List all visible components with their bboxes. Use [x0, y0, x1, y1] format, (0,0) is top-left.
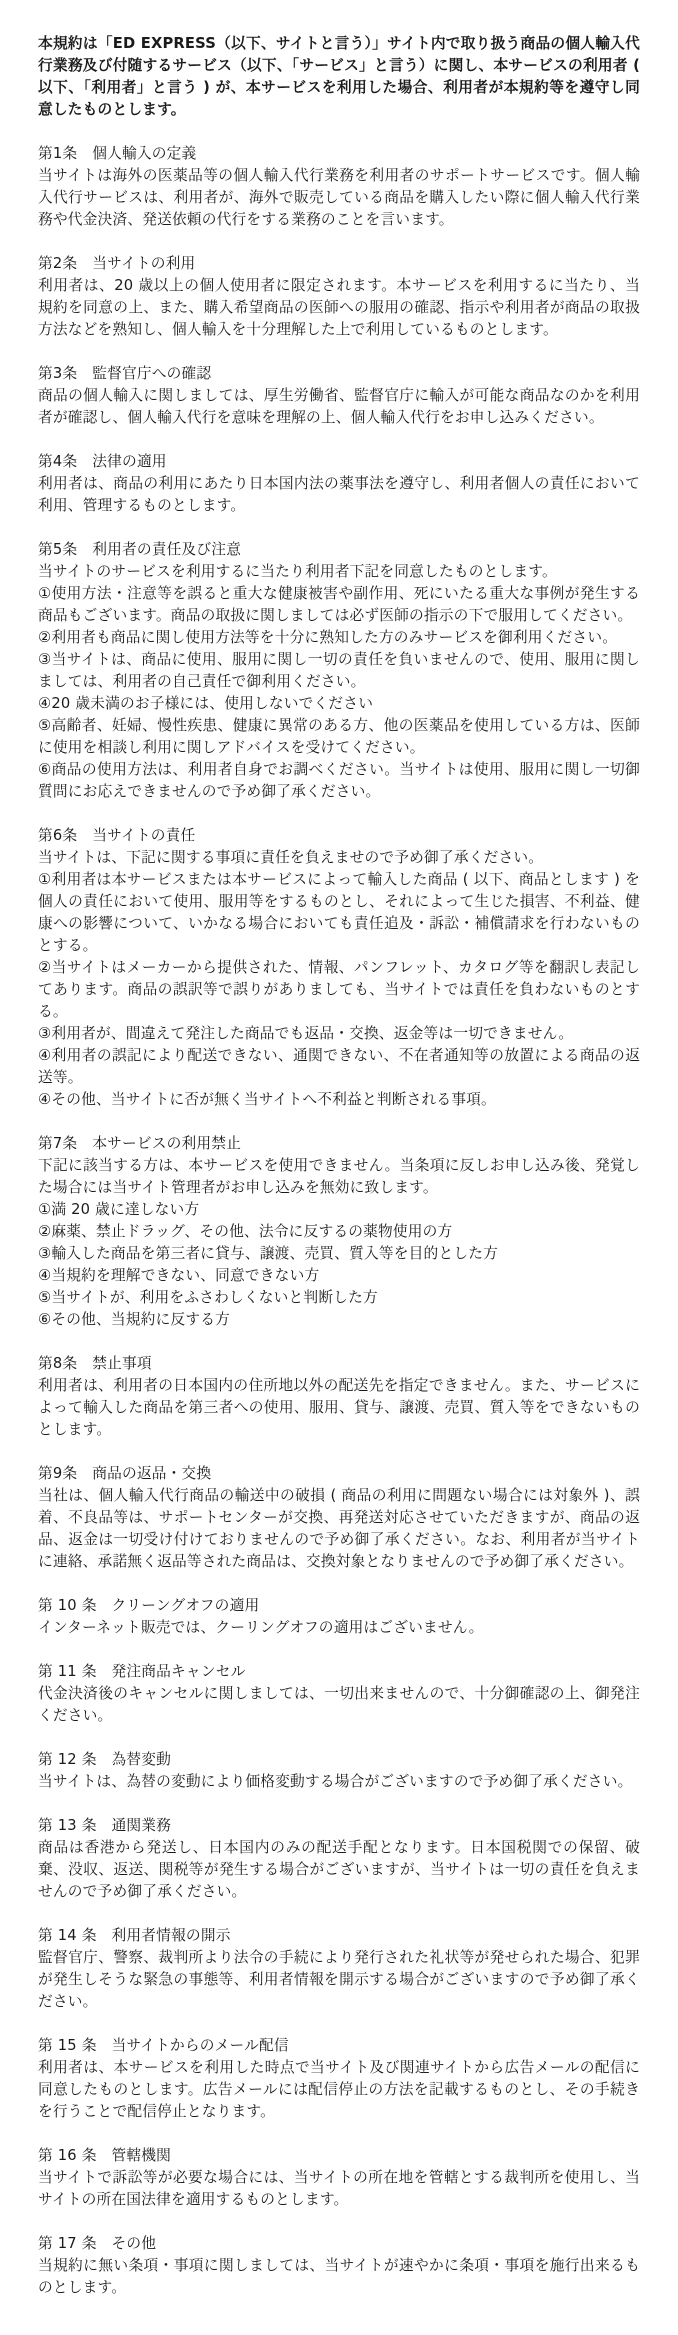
- article-heading: 第 15 条 当サイトからのメール配信: [38, 2037, 289, 2054]
- article-paragraph: 利用者は、20 歳以上の個人使用者に限定されます。本サービスを利用するに当たり、当規約を同意の上、また、購入希望商品の医師への服用の確認、指示や利用者が商品の取扱方法などを熟知し、個人輸入を十分理解した上で利用しているものとします。: [38, 277, 640, 338]
- article-section: [38, 1925, 640, 2013]
- article-paragraph: ③利用者が、間違えて発注した商品でも返品・交換、返金等は一切できません。: [38, 1025, 574, 1042]
- article-heading: 第6条 当サイトの責任: [38, 827, 196, 844]
- article-section: [38, 539, 640, 803]
- article-heading: 第9条 商品の返品・交換: [38, 1465, 212, 1482]
- article-paragraph: ①使用方法・注意等を誤ると重大な健康被害や副作用、死にいたる重大な事例が発生する商品もございます。商品の取扱に関しましては必ず医師の指示の下で服用してください。: [38, 585, 640, 624]
- article-paragraph: ④20 歳未満のお子様には、使用しないでください: [38, 695, 374, 712]
- article-section: [38, 2145, 640, 2211]
- article-paragraph: 当サイトは、為替の変動により価格変動する場合がございますので予め御了承ください。: [38, 1773, 633, 1790]
- article-section: [38, 2035, 640, 2123]
- article-paragraph: ①利用者は本サービスまたは本サービスによって輸入した商品 ( 以下、商品とします ) を個人の責任において使用、服用等をするものとし、それによって生じた損害、不利益、健康への影響について、いかなる場合においても責任追及・訴訟・補償請求を行わないものとする。: [38, 871, 640, 954]
- article-paragraph: 当サイトは海外の医薬品等の個人輸入代行業務を利用者のサポートサービスです。個人輸入代行サービスは、利用者が、海外で販売している商品を購入したい際に個人輸入代行業務や代金決済、発送依頼の代行をする業務のことを言います。: [38, 167, 640, 228]
- article-section: [38, 143, 640, 231]
- article-section: [38, 1749, 640, 1793]
- article-heading: 第 17 条 その他: [38, 2235, 157, 2252]
- article-heading: 第 13 条 通関業務: [38, 1817, 172, 1834]
- article-paragraph: 利用者は、商品の利用にあたり日本国内法の薬事法を遵守し、利用者個人の責任において利用、管理するものとします。: [38, 475, 640, 514]
- article-heading: 第 10 条 クリーングオフの適用: [38, 1597, 260, 1614]
- article-heading: 第 11 条 発注商品キャンセル: [38, 1663, 246, 1680]
- article-section: [38, 451, 640, 517]
- article-paragraph: ⑤高齢者、妊婦、慢性疾患、健康に異常のある方、他の医薬品を使用している方は、医師に使用を相談し利用に関しアドバイスを受けてください。: [38, 717, 640, 756]
- article-section: [38, 1661, 640, 1727]
- article-heading: 第1条 個人輸入の定義: [38, 145, 197, 162]
- article-paragraph: 商品の個人輸入に関しましては、厚生労働省、監督官庁に輸入が可能な商品なのかを利用者が確認し、個人輸入代行を意味を理解の上、個人輸入代行をお申し込みください。: [38, 387, 640, 426]
- article-heading: 第2条 当サイトの利用: [38, 255, 196, 272]
- article-heading: 第 16 条 管轄機関: [38, 2147, 172, 2164]
- article-heading: 第5条 利用者の責任及び注意: [38, 541, 242, 558]
- article-paragraph: ④当規約を理解できない、同意できない方: [38, 1267, 320, 1284]
- article-section: [38, 1815, 640, 1903]
- article-paragraph: ⑤当サイトが、利用をふさわしくないと判断した方: [38, 1289, 378, 1306]
- article-section: [38, 253, 640, 341]
- article-paragraph: インターネット販売では、クーリングオフの適用はございません。: [38, 1619, 484, 1636]
- article-paragraph: 代金決済後のキャンセルに関しましては、一切出来ませんので、十分御確認の上、御発注ください。: [38, 1685, 640, 1724]
- article-paragraph: 当規約に無い条項・事項に関しましては、当サイトが速やかに条項・事項を施行出来るものとします。: [38, 2257, 640, 2296]
- article-heading: 第8条 禁止事項: [38, 1355, 152, 1372]
- articles-list: [38, 143, 640, 2299]
- article-paragraph: 当社は、個人輸入代行商品の輸送中の破損 ( 商品の利用に問題ない場合には対象外 )、誤着、不良品等は、サポートセンターが交換、再発送対応させていただきますが、商品の返品、返金は一切受け付けておりませんので予め御了承ください。なお、利用者が当サイトに連絡、承諾無く返品等された商品は、交換対象となりませんので予め御了承ください。: [38, 1487, 640, 1570]
- article-paragraph: 下記に該当する方は、本サービスを使用できません。当条項に反しお申し込み後、発覚した場合には当サイト管理者がお申し込みを無効に致します。: [38, 1157, 640, 1196]
- terms-intro-paragraph: 本規約は「ED EXPRESS（以下、サイトと言う）」サイト内で取り扱う商品の個人輸入代行業務及び付随するサービス（以下、「サービス」と言う）に関し、本サービスの利用者 ( 以下、「利用者」と言う ) が、本サービスを利用した場合、利用者が本規約等を遵守し同意したものとします。: [38, 35, 640, 118]
- article-section: [38, 363, 640, 429]
- article-heading: 第 12 条 為替変動: [38, 1751, 172, 1768]
- article-paragraph: 当サイトで訴訟等が必要な場合には、当サイトの所在地を管轄とする裁判所を使用し、当サイトの所在国法律を適用するものとします。: [38, 2169, 640, 2208]
- article-paragraph: ②利用者も商品に関し使用方法等を十分に熟知した方のみサービスを御利用ください。: [38, 629, 618, 646]
- article-paragraph: ⑥商品の使用方法は、利用者自身でお調べください。当サイトは使用、服用に関し一切御質問にお応えできませんので予め御了承ください。: [38, 761, 640, 800]
- article-paragraph: 当サイトのサービスを利用するに当たり利用者下記を同意したものとします。: [38, 563, 557, 580]
- article-paragraph: 当サイトは、下記に関する事項に責任を負えませので予め御了承ください。: [38, 849, 544, 866]
- article-heading: 第7条 本サービスの利用禁止: [38, 1135, 242, 1152]
- article-section: [38, 1133, 640, 1331]
- article-paragraph: ④その他、当サイトに否が無く当サイトへ不利益と判断される事項。: [38, 1091, 496, 1108]
- article-section: [38, 1463, 640, 1573]
- article-paragraph: ③当サイトは、商品に使用、服用に関し一切の責任を負いませんので、使用、服用に関しましては、利用者の自己責任で御利用ください。: [38, 651, 640, 690]
- article-paragraph: ④利用者の誤記により配送できない、通関できない、不在者通知等の放置による商品の返送等。: [38, 1047, 640, 1086]
- article-paragraph: ②麻薬、禁止ドラッグ、その他、法令に反するの薬物使用の方: [38, 1223, 453, 1240]
- article-paragraph: 利用者は、利用者の日本国内の住所地以外の配送先を指定できません。また、サービスによって輸入した商品を第三者への使用、服用、貸与、譲渡、売買、質入等をできないものとします。: [38, 1377, 640, 1438]
- article-section: [38, 825, 640, 1111]
- article-section: [38, 1353, 640, 1441]
- article-heading: 第 14 条 利用者情報の開示: [38, 1927, 231, 1944]
- article-paragraph: ②当サイトはメーカーから提供された、情報、パンフレット、カタログ等を翻訳し表記してあります。商品の誤訳等で誤りがありましても、当サイトでは責任を負わないものとする。: [38, 959, 640, 1020]
- article-paragraph: 監督官庁、警察、裁判所より法令の手続により発行された礼状等が発せられた場合、犯罪が発生しそうな緊急の事態等、利用者情報を開示する場合がございますので予め御了承ください。: [38, 1949, 640, 2010]
- article-heading: 第4条 法律の適用: [38, 453, 167, 470]
- article-section: [38, 1595, 640, 1639]
- article-paragraph: 利用者は、本サービスを利用した時点で当サイト及び関連サイトから広告メールの配信に同意したものとします。広告メールには配信停止の方法を記載するものとし、その手続きを行うことで配信停止となります。: [38, 2059, 640, 2120]
- article-paragraph: ①満 20 歳に達しない方: [38, 1201, 200, 1218]
- article-paragraph: 商品は香港から発送し、日本国内のみの配送手配となります。日本国税関での保留、破棄、没収、返送、関税等が発生する場合がございますが、当サイトは一切の責任を負えませんので予め御了承ください。: [38, 1839, 640, 1900]
- article-paragraph: ③輸入した商品を第三者に貸与、譲渡、売買、質入等を目的とした方: [38, 1245, 498, 1262]
- article-heading: 第3条 監督官庁への確認: [38, 365, 212, 382]
- article-section: [38, 2233, 640, 2299]
- article-paragraph: ⑥その他、当規約に反する方: [38, 1311, 231, 1328]
